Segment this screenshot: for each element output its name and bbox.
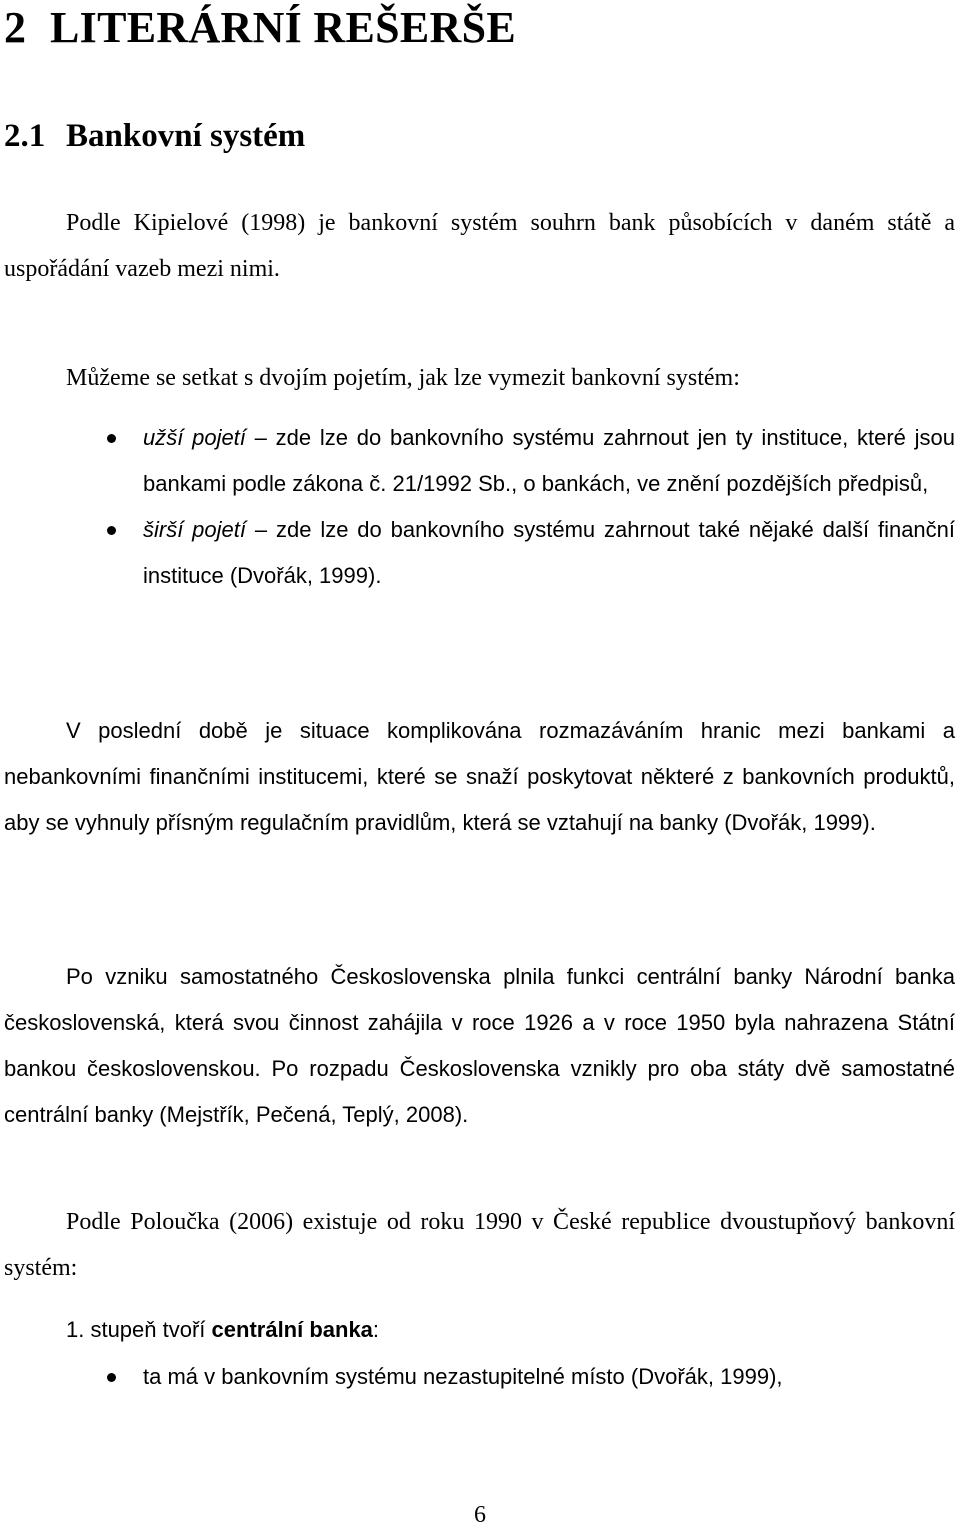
bullet-text: zde lze do bankovního systému zahrnout jen ty instituce, které jsou bankami podle zákona č. 21/1992 Sb. (143, 425, 956, 496)
bullet-dot-icon (107, 1373, 116, 1382)
bullet-dash: – (245, 425, 276, 450)
section-number: 2.1 (4, 118, 46, 154)
list-item-first-tier (66, 1307, 946, 1353)
bullet-central-bank-role (0, 1354, 955, 1400)
list-item-suffix: : (372, 1317, 380, 1342)
chapter-heading (4, 2, 516, 53)
chapter-title: LITERÁRNÍ REŠERŠE (50, 3, 517, 52)
bullet-term: užší pojetí (143, 425, 246, 450)
bullet-text: zde lze do bankovního systému zahrnout také nějaké další finanční instituce (Dvořák, 1999). (143, 517, 956, 588)
bullet-term: širší pojetí (143, 517, 247, 542)
section-title: Bankovní systém (66, 118, 306, 154)
paragraph-intro-concepts: Můžeme se setkat s dvojím pojetím, jak lze vymezit bankovní systém: (66, 365, 740, 391)
bullet-text-continued: , o bankách, ve znění pozdějších předpisů, (511, 471, 929, 496)
paragraph-history: Po vzniku samostatného Československa plnila funkci centrální banky Národní banka československá, která svou činnost zahájila v roce 1926 a v roce 1950 byla nahrazena Státní bankou československou. Po rozpadu Československa vznikly pro oba státy dvě samostatné centrální banky (Mejstřík, Pečená, Teplý, 2008). (4, 964, 955, 1127)
section-heading (4, 118, 305, 155)
central-bank-bullet-list (0, 1354, 955, 1400)
paragraph-two-tier-system: Podle Poloučka (2006) existuje od roku 1990 v České republice dvoustupňový bankovní systém: (4, 1209, 955, 1281)
bullet-text: ta má v bankovním systému nezastupitelné místo (Dvořák, 1999), (143, 1364, 783, 1389)
bullet-broad-concept (0, 507, 955, 599)
chapter-number: 2 (4, 3, 27, 52)
list-item-prefix: 1. stupeň tvoří (66, 1317, 212, 1342)
concepts-bullet-list (0, 415, 955, 599)
page-number: 6 (474, 1502, 486, 1528)
list-item-bold-term: centrální banka (211, 1317, 373, 1342)
bullet-dot-icon (107, 526, 116, 535)
paragraph-nonbanks: V poslední době je situace komplikována rozmazáváním hranic mezi bankami a nebankovními finančními institucemi, které se snaží poskytovat některé z bankovních produktů, aby se vyhnuly přísným regulačním pravidlům, která se vztahují na banky (Dvořák, 1999). (4, 718, 955, 835)
paragraph-definition: Podle Kipielové (1998) je bankovní systém souhrn bank působících v daném státě a uspořádání vazeb mezi nimi. (4, 210, 955, 282)
bullet-dash: – (246, 517, 276, 542)
bullet-narrow-concept (0, 415, 955, 507)
bullet-dot-icon (107, 434, 116, 443)
